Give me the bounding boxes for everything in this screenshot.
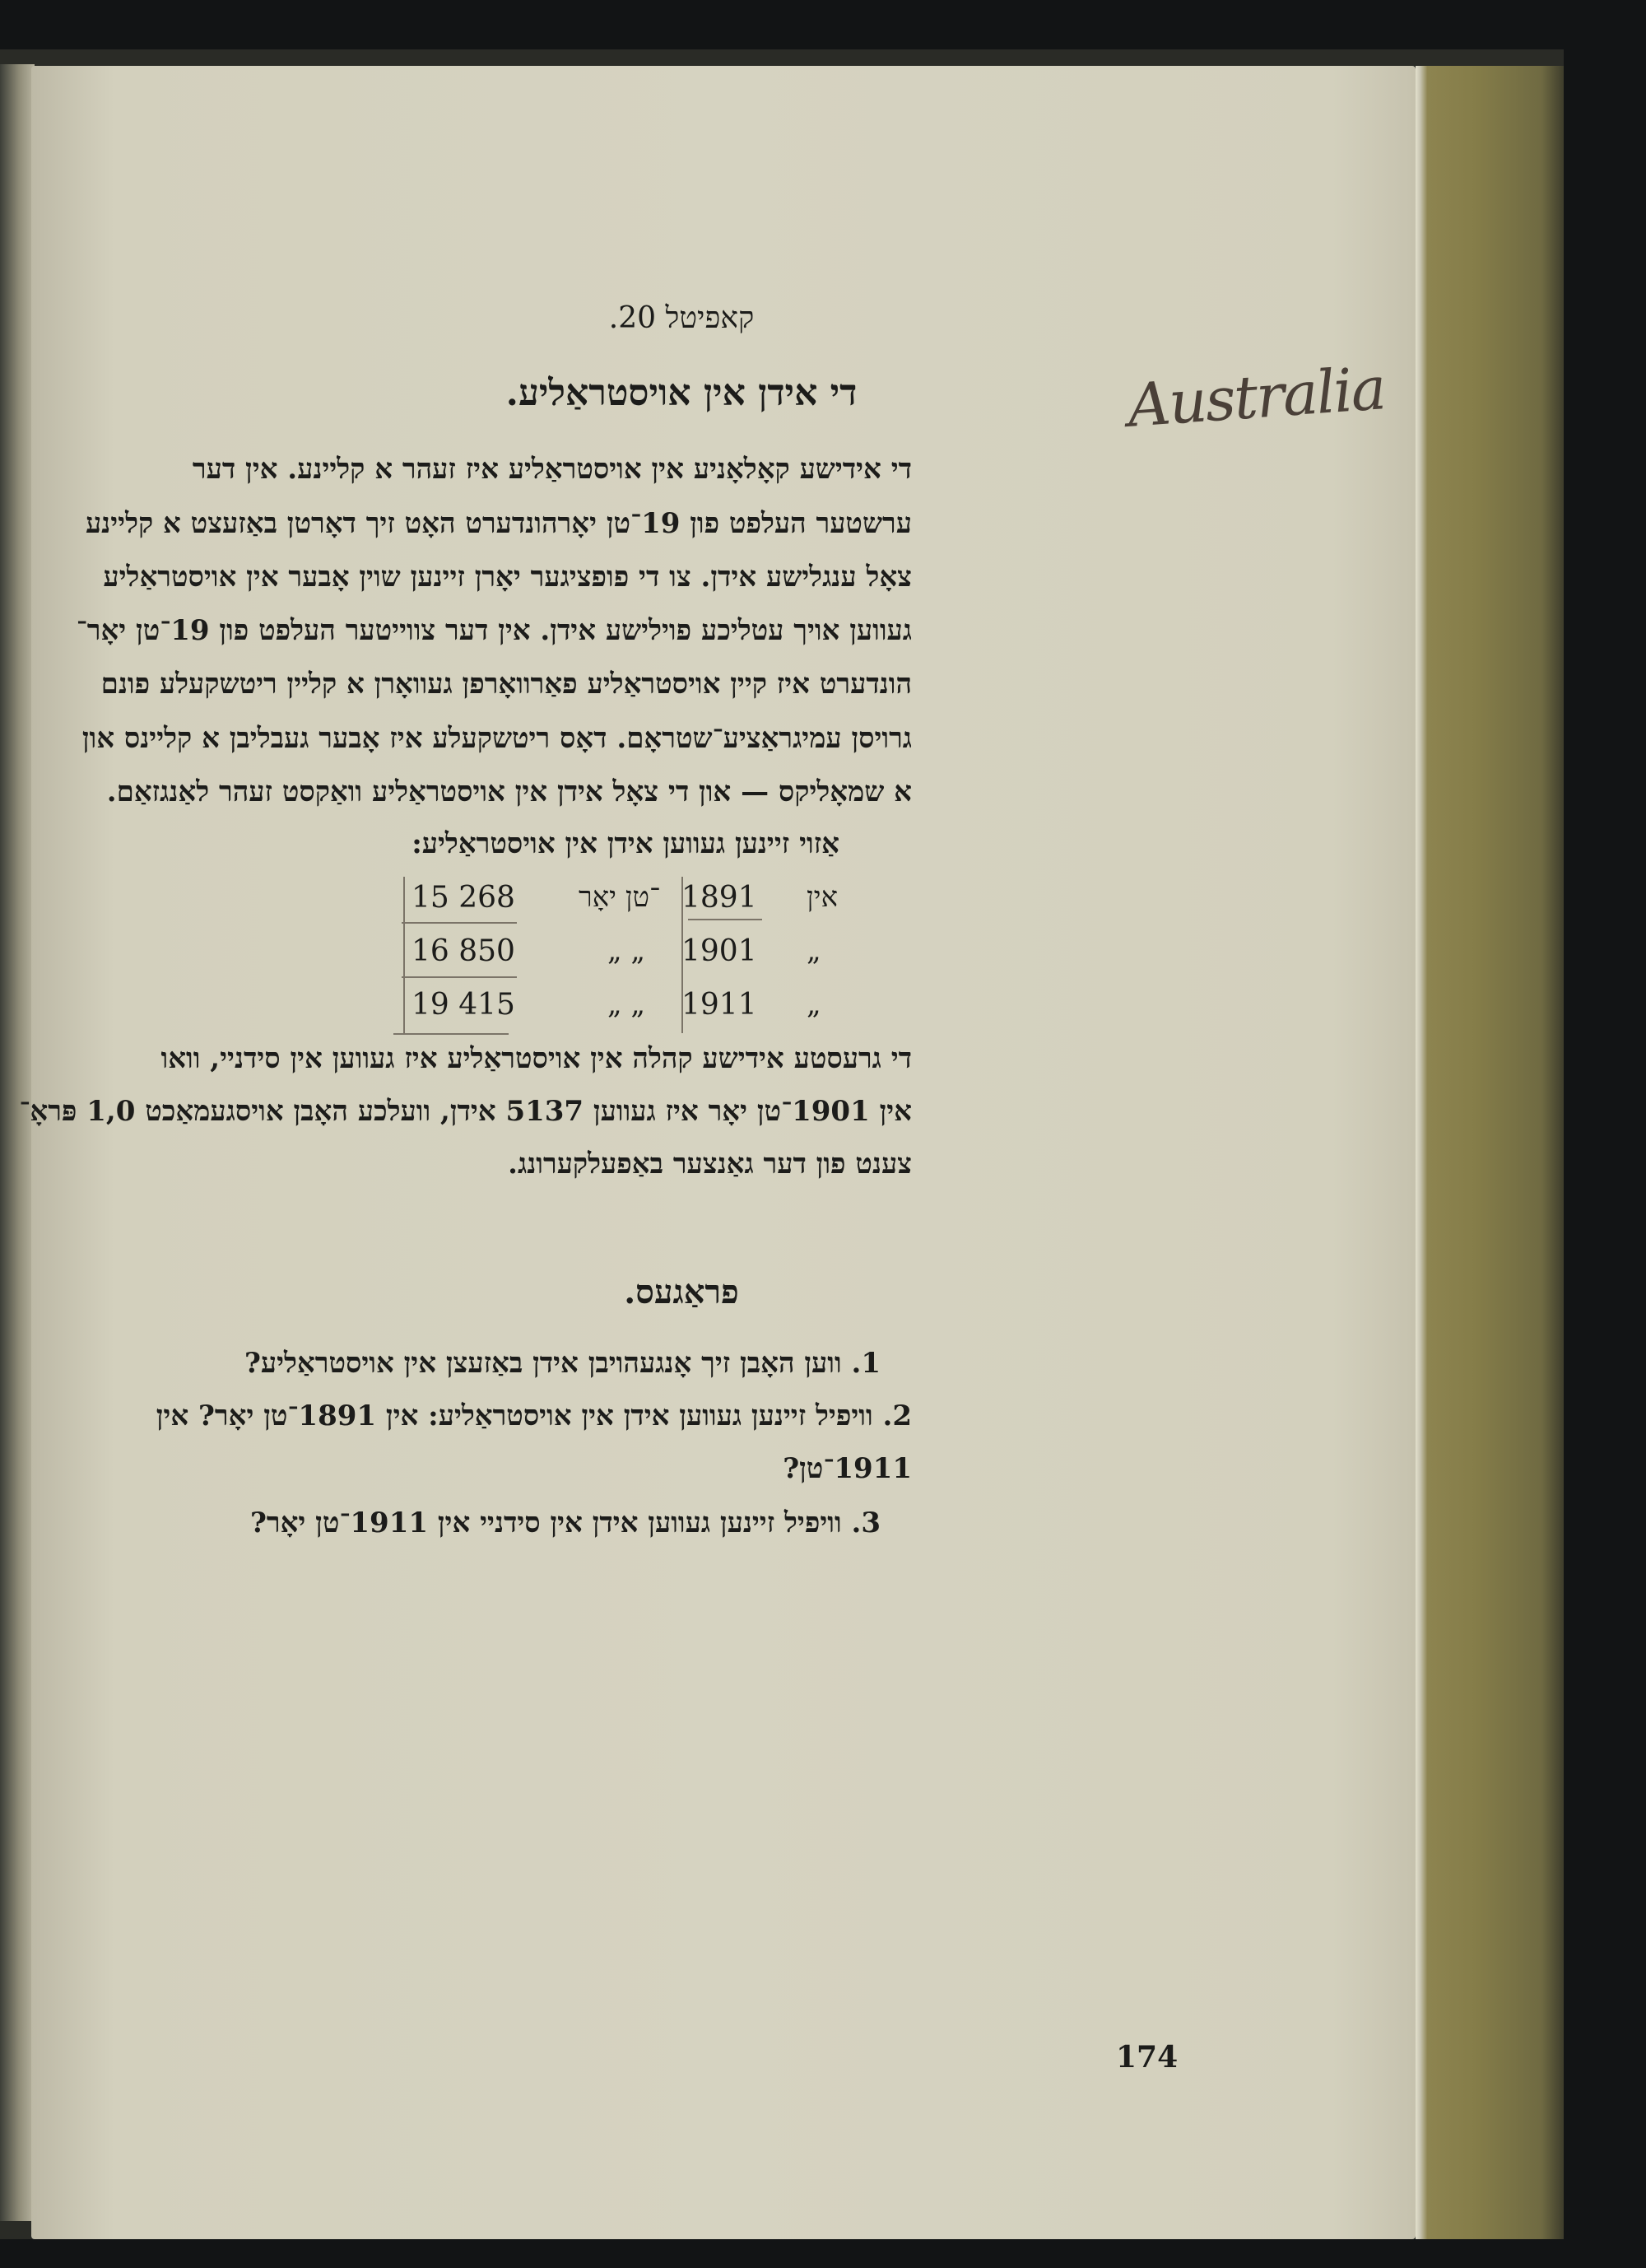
page-number: 174 — [1116, 2040, 1179, 2075]
stats-suffix: „ „ — [607, 934, 646, 967]
stats-year: 1911 — [681, 988, 757, 1022]
body-line: ערשטער העלפט פון 19־טן יאָרהונדערט האָט זיך דאָרטן באַזעצט א קליינע — [85, 507, 912, 540]
stats-intro: אַזוי זיינען געווען אידן אין אויסטראַליע: — [412, 827, 839, 860]
pencil-line — [681, 877, 683, 1033]
stats-year: 1891 — [681, 881, 757, 915]
stats-count: 19 415 — [412, 988, 515, 1022]
stats-prefix: „ — [807, 988, 821, 1021]
left-page-edge — [0, 64, 35, 2221]
body-line: געווען אויך עטליכע פוילישע אידן. אין דער צווייטער העלפט פון 19־טן יאָר־ — [76, 614, 912, 647]
stats-suffix: ־טן יאָר — [579, 881, 661, 914]
body-line: צאָל ענגלישע אידן. צו די פופציגער יאָרן זיינען שוין אָבער אין אויסטראַליע — [103, 561, 912, 594]
right-page-block-edge — [1416, 66, 1564, 2239]
pencil-underline — [402, 976, 517, 978]
body-line: גרויסן עמיגראַציע־שטראָם. דאָס ריטשקעלע איז אָבער געבליבן א קליינס און — [81, 722, 912, 755]
body-line: צענט פון דער גאַנצער באַפעלקערונג. — [508, 1148, 912, 1181]
stats-suffix: „ „ — [607, 988, 646, 1021]
body-line: די אידישע קאָלאָניע אין אויסטראַליע איז זעהר א קליינע. אין דער — [192, 453, 912, 486]
body-line: די גרעסטע אידישע קהלה אין אויסטראַליע איז געווען אין סידניי, וואו — [160, 1042, 912, 1075]
body-line: א שמאָליקס — און די צאָל אידן אין אויסטראַליע וואַקסט זעהר לאַנגזאַם. — [106, 775, 912, 808]
stats-prefix: „ — [807, 934, 821, 967]
pencil-underline — [688, 919, 762, 920]
chapter-title: די אידן אין אויסטראַליע. — [505, 372, 858, 414]
question-item: 3. וויפיל זיינען געווען אידן אין סידניי אין 1911־טן יאָר? — [249, 1507, 881, 1539]
question-item: 2. וויפיל זיינען געווען אידן אין אויסטראַליע: אין 1891־טן יאָר? אין — [156, 1399, 912, 1432]
pencil-underline — [393, 1033, 509, 1035]
handwritten-note: Australia — [1125, 353, 1388, 440]
body-line: הונדערט איז קיין אויסטראַליע פאַרוואָרפן געוואָרן א קליין ריטשקעלע פונם — [100, 668, 912, 701]
book-page — [19, 66, 1416, 2239]
pencil-line — [403, 877, 405, 1033]
question-item: 1911־טן? — [783, 1452, 912, 1485]
stats-year: 1901 — [681, 934, 757, 968]
chapter-heading: קאפיטל 20. — [608, 301, 755, 335]
stats-count: 16 850 — [412, 934, 515, 968]
questions-heading: פראַגעס. — [624, 1273, 739, 1311]
pencil-underline — [402, 922, 517, 924]
body-line: אין 1901־טן יאָר איז געווען 5137 אידן, וועלכע האָבן אויסגעמאַכט 1,0 פּראָ־ — [19, 1095, 912, 1128]
stats-prefix: אין — [807, 881, 838, 914]
question-item: 1. ווען האָבן זיך אָנגעהויבן אידן באַזעצן אין אויסטראַליע? — [244, 1347, 881, 1380]
stats-count: 15 268 — [412, 881, 515, 915]
